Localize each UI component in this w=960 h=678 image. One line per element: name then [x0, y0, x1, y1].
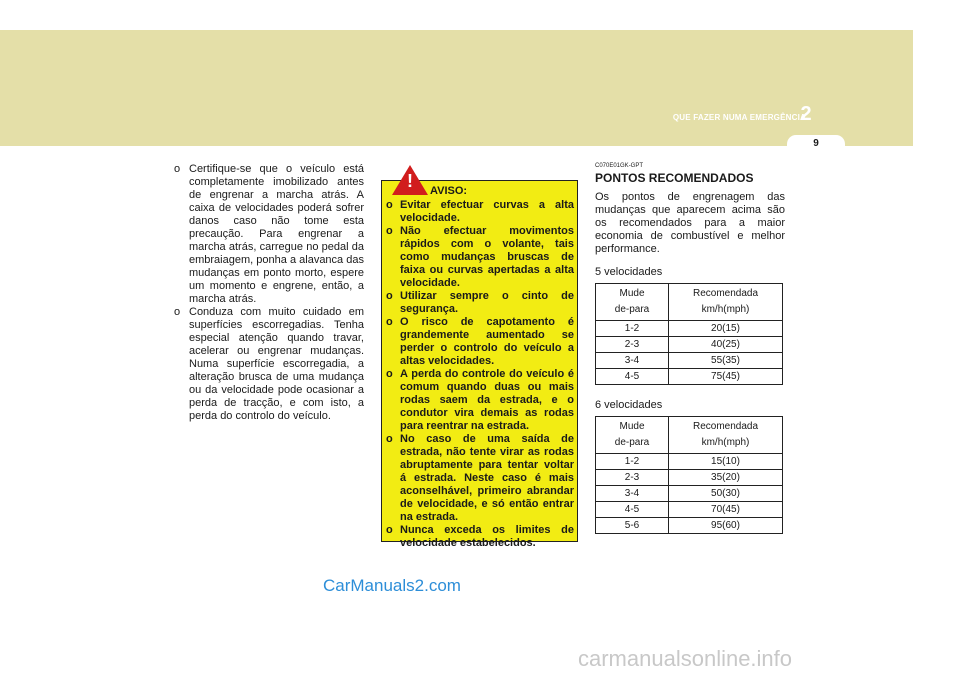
list-item: o Certifique-se que o veículo está completamente imobilizado antes de engrenar a marcha atrás. A caixa de velocidades poderá sofrer danos caso não tome esta precaução. Para engrenar a marcha atrás, carregue no pedal da embraiagem, ponha a alavanca das mudanças em ponto morto, espere um momento e engrene, então, a marcha atrás.: [174, 163, 364, 305]
warning-list: [386, 199, 574, 550]
table-header: Mude de-para Recomendada km/h(mph): [596, 417, 783, 454]
speed-table-5: [595, 283, 783, 385]
table-row: 2-3 35(20): [596, 470, 783, 486]
table-row: 2-3 40(25): [596, 337, 783, 353]
section-title: QUE FAZER NUMA EMERGÊNCIA: [672, 113, 806, 122]
table-row: 5-6 95(60): [596, 518, 783, 534]
watermark-link-carmanuals2[interactable]: CarManuals2.com: [323, 576, 461, 595]
warning-item: o Evitar efectuar curvas a alta velocidade.: [386, 199, 574, 224]
table-row: 1-2 15(10): [596, 454, 783, 470]
warning-item: o O risco de capotamento é grandemente aumentado se perder o controlo do veículo a altas velocidades.: [386, 316, 574, 367]
table-row: 3-4 50(30): [596, 486, 783, 502]
page-number: 9: [813, 138, 819, 149]
column-left: [174, 163, 364, 423]
header-band: [0, 30, 913, 146]
table-6-label: 6 velocidades: [595, 399, 663, 411]
warning-item: o Nunca exceda os limites de velocidade estabelecidos.: [386, 524, 574, 549]
table-row: 1-2 20(15): [596, 321, 783, 337]
table-row: 4-5 70(45): [596, 502, 783, 518]
warning-title: AVISO:: [430, 185, 468, 197]
section-heading: PONTOS RECOMENDADOS: [595, 171, 754, 185]
column-right: [595, 163, 785, 534]
section-paragraph: Os pontos de engrenagem das mudanças que aparecem acima são os recomendados para a maior economia de combustível e melhor performance.: [595, 191, 785, 255]
watermark-carmanualsonline: carmanualsonline.info: [578, 646, 793, 671]
warning-exclamation: !: [407, 171, 413, 191]
table-5-label: 5 velocidades: [595, 266, 663, 278]
table-header: Mude de-para Recomendada km/h(mph): [596, 284, 783, 321]
warning-item: o Não efectuar movimentos rápidos com o volante, tais como mudanças bruscas de faixa ou curvas apertadas a alta velocidade.: [386, 225, 574, 289]
chapter-number: 2: [800, 103, 812, 125]
table-row: 3-4 55(35): [596, 353, 783, 369]
section-code: C070E01GK-GPT: [595, 163, 644, 169]
warning-item: o No caso de uma saída de estrada, não tente virar as rodas abruptamente para tentar voltar á estrada. Neste caso é mais aconselhável, primeiro abrandar de velocidade, e só então entrar na estrada.: [386, 433, 574, 523]
warning-item: o Utilizar sempre o cinto de segurança.: [386, 290, 574, 315]
table-row: 4-5 75(45): [596, 369, 783, 385]
list-item: o Conduza com muito cuidado em superfícies escorregadias. Tenha especial atenção quando travar, acelerar ou engrenar mudanças. Numa superfície escorregadia, a alteração brusca de uma mudança ou da velocidade pode ocasionar a perda de tracção, e com isto, a perda do controlo do veículo.: [174, 306, 364, 422]
speed-table-6: [595, 416, 783, 534]
warning-item: o A perda do controle do veículo é comum quando duas ou mais rodas saem da estrada, e o condutor vira demais as rodas para reentrar na estrada.: [386, 368, 574, 432]
